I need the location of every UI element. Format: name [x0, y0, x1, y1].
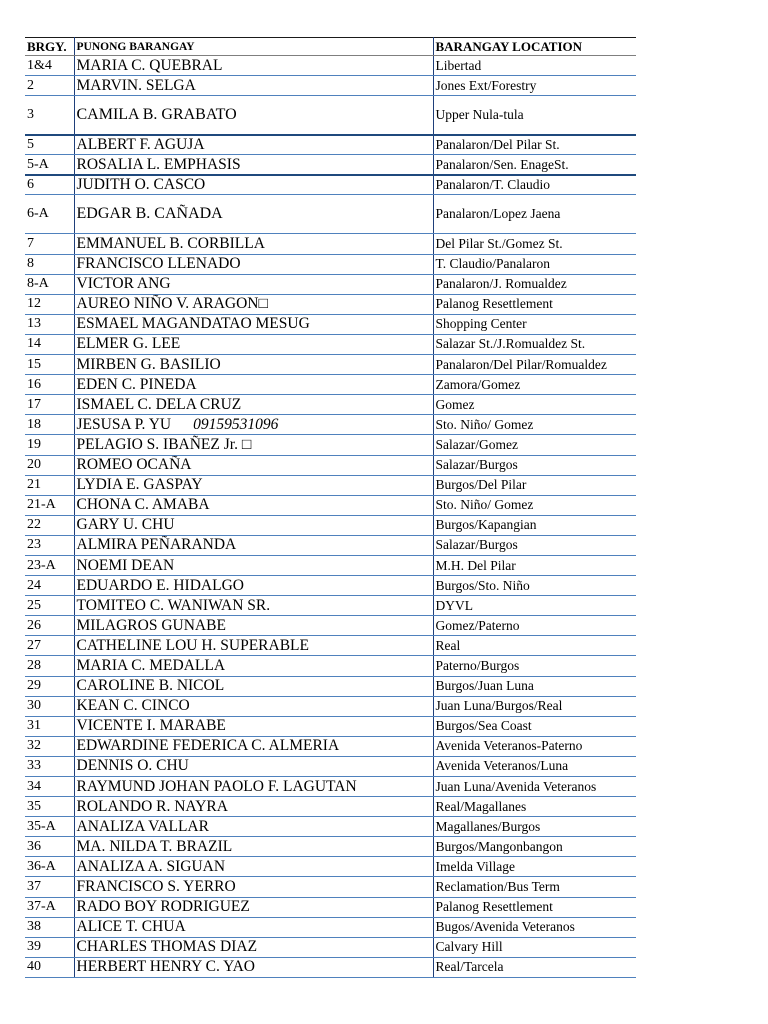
cell-barangay-location: Avenida Veteranos-Paterno [433, 736, 636, 756]
cell-barangay-location: T. Claudio/Panalaron [433, 254, 636, 274]
cell-punong-barangay [74, 716, 433, 736]
cell-punong-barangay [74, 616, 433, 636]
official-name: CHONA C. AMABA [76, 496, 210, 514]
cell-punong-barangay [74, 455, 433, 475]
cell-barangay-location: Burgos/Del Pilar [433, 475, 636, 495]
official-name: ANALIZA VALLAR [76, 817, 209, 835]
cell-brgy: 40 [25, 957, 74, 977]
table-row [25, 455, 636, 475]
table-row [25, 294, 636, 314]
cell-punong-barangay [74, 314, 433, 334]
cell-punong-barangay [74, 375, 433, 395]
official-name: ROLANDO R. NAYRA [76, 797, 228, 815]
cell-punong-barangay [74, 897, 433, 917]
cell-barangay-location: Calvary Hill [433, 937, 636, 957]
table-row [25, 375, 636, 395]
table-row [25, 756, 636, 776]
table-row [25, 716, 636, 736]
official-name: ANALIZA A. SIGUAN [76, 857, 226, 875]
official-name: VICENTE I. MARABE [76, 717, 226, 735]
cell-punong-barangay [74, 234, 433, 254]
cell-barangay-location: Bugos/Avenida Veteranos [433, 917, 636, 937]
table-row [25, 56, 636, 76]
header-punong-barangay: PUNONG BARANGAY [74, 38, 433, 56]
table-row [25, 736, 636, 756]
cell-barangay-location: Salazar/Burgos [433, 535, 636, 555]
table-row [25, 596, 636, 616]
cell-barangay-location: Real/Tarcela [433, 957, 636, 977]
cell-brgy: 13 [25, 314, 74, 334]
official-name: JUDITH O. CASCO [76, 176, 206, 194]
cell-brgy: 36-A [25, 857, 74, 877]
cell-brgy: 34 [25, 777, 74, 797]
table-row [25, 555, 636, 575]
cell-brgy: 26 [25, 616, 74, 636]
official-name: CAMILA B. GRABATO [76, 105, 237, 123]
table-row [25, 937, 636, 957]
table-row [25, 195, 636, 234]
official-name: HERBERT HENRY C. YAO [76, 958, 255, 976]
cell-punong-barangay [74, 175, 433, 195]
cell-brgy: 8 [25, 254, 74, 274]
table-header-row [25, 38, 636, 56]
cell-punong-barangay [74, 777, 433, 797]
official-name: MA. NILDA T. BRAZIL [76, 837, 233, 855]
cell-punong-barangay [74, 254, 433, 274]
cell-brgy: 38 [25, 917, 74, 937]
official-name: AUREO NIÑO V. ARAGON□ [76, 295, 268, 313]
cell-barangay-location: Panalaron/Del Pilar/Romualdez [433, 355, 636, 375]
official-name: DENNIS O. CHU [76, 757, 189, 775]
table-row [25, 334, 636, 354]
cell-punong-barangay [74, 636, 433, 656]
table-row [25, 495, 636, 515]
cell-punong-barangay [74, 435, 433, 455]
official-name: FRANCISCO LLENADO [76, 255, 241, 273]
cell-punong-barangay [74, 415, 433, 435]
official-name: LYDIA E. GASPAY [76, 476, 203, 494]
cell-brgy: 21 [25, 475, 74, 495]
cell-barangay-location: Avenida Veteranos/Luna [433, 756, 636, 776]
cell-barangay-location: Salazar/Gomez [433, 435, 636, 455]
phone-number: 09159531096 [193, 415, 279, 433]
cell-barangay-location: Jones Ext/Forestry [433, 76, 636, 96]
cell-punong-barangay [74, 475, 433, 495]
table-row [25, 96, 636, 135]
official-name: ROMEO OCAÑA [76, 456, 192, 474]
header-barangay-location: BARANGAY LOCATION [433, 38, 636, 56]
cell-brgy: 36 [25, 837, 74, 857]
cell-barangay-location: Panalaron/Sen. EnageSt. [433, 155, 636, 175]
official-name: ELMER G. LEE [76, 335, 181, 353]
cell-barangay-location: Magallanes/Burgos [433, 817, 636, 837]
table-row [25, 395, 636, 415]
official-name: CHARLES THOMAS DIAZ [76, 938, 258, 956]
official-name: MILAGROS GUNABE [76, 616, 226, 634]
cell-brgy: 2 [25, 76, 74, 96]
cell-barangay-location: Libertad [433, 56, 636, 76]
cell-punong-barangay [74, 756, 433, 776]
official-name: NOEMI DEAN [76, 556, 175, 574]
cell-brgy: 5-A [25, 155, 74, 175]
table-row [25, 155, 636, 175]
official-name: MARIA C. MEDALLA [76, 656, 226, 674]
table-row [25, 897, 636, 917]
cell-punong-barangay [74, 294, 433, 314]
table-row [25, 475, 636, 495]
cell-punong-barangay [74, 736, 433, 756]
cell-barangay-location: Gomez [433, 395, 636, 415]
official-name: ISMAEL C. DELA CRUZ [76, 395, 242, 413]
official-name: TOMITEO C. WANIWAN SR. [76, 596, 271, 614]
cell-barangay-location: Palanog Resettlement [433, 294, 636, 314]
cell-brgy: 33 [25, 756, 74, 776]
table-row [25, 656, 636, 676]
cell-barangay-location: Burgos/Sea Coast [433, 716, 636, 736]
cell-punong-barangay [74, 957, 433, 977]
official-name: EDGAR B. CAÑADA [76, 205, 223, 223]
cell-punong-barangay [74, 696, 433, 716]
cell-punong-barangay [74, 817, 433, 837]
cell-barangay-location: Burgos/Kapangian [433, 515, 636, 535]
table-row [25, 777, 636, 797]
cell-punong-barangay [74, 596, 433, 616]
cell-brgy: 5 [25, 135, 74, 155]
cell-punong-barangay [74, 797, 433, 817]
cell-brgy: 28 [25, 656, 74, 676]
cell-brgy: 15 [25, 355, 74, 375]
cell-brgy: 14 [25, 334, 74, 354]
cell-barangay-location: Sto. Niño/ Gomez [433, 495, 636, 515]
cell-brgy: 3 [25, 96, 74, 135]
cell-brgy: 35-A [25, 817, 74, 837]
cell-punong-barangay [74, 56, 433, 76]
cell-punong-barangay [74, 917, 433, 937]
cell-punong-barangay [74, 355, 433, 375]
cell-brgy: 30 [25, 696, 74, 716]
cell-brgy: 35 [25, 797, 74, 817]
cell-punong-barangay [74, 96, 433, 135]
cell-barangay-location: Zamora/Gomez [433, 375, 636, 395]
spreadsheet-page [25, 37, 636, 978]
cell-punong-barangay [74, 576, 433, 596]
cell-barangay-location: Burgos/Mangonbangon [433, 837, 636, 857]
table-row [25, 234, 636, 254]
barangay-table [25, 37, 636, 978]
cell-brgy: 16 [25, 375, 74, 395]
cell-barangay-location: Upper Nula-tula [433, 96, 636, 135]
table-row [25, 857, 636, 877]
cell-brgy: 17 [25, 395, 74, 415]
cell-brgy: 1&4 [25, 56, 74, 76]
cell-barangay-location: Sto. Niño/ Gomez [433, 415, 636, 435]
official-name: MARVIN. SELGA [76, 76, 196, 94]
official-name: ALBERT F. AGUJA [76, 135, 205, 153]
cell-barangay-location: Juan Luna/Avenida Veteranos [433, 777, 636, 797]
header-brgy: BRGY. [25, 38, 74, 56]
cell-punong-barangay [74, 837, 433, 857]
table-row [25, 314, 636, 334]
cell-punong-barangay [74, 395, 433, 415]
cell-punong-barangay [74, 334, 433, 354]
cell-punong-barangay [74, 76, 433, 96]
cell-barangay-location: Reclamation/Bus Term [433, 877, 636, 897]
cell-barangay-location: Gomez/Paterno [433, 616, 636, 636]
cell-brgy: 25 [25, 596, 74, 616]
cell-brgy: 29 [25, 676, 74, 696]
cell-brgy: 37 [25, 877, 74, 897]
cell-brgy: 6 [25, 175, 74, 195]
cell-barangay-location: Del Pilar St./Gomez St. [433, 234, 636, 254]
official-name: EDUARDO E. HIDALGO [76, 576, 244, 594]
cell-brgy: 6-A [25, 195, 74, 234]
cell-barangay-location: Panalaron/Lopez Jaena [433, 195, 636, 234]
official-name: KEAN C. CINCO [76, 697, 190, 715]
table-row [25, 515, 636, 535]
cell-punong-barangay [74, 676, 433, 696]
cell-punong-barangay [74, 535, 433, 555]
official-name: ESMAEL MAGANDATAO MESUG [76, 315, 310, 333]
table-row [25, 636, 636, 656]
cell-barangay-location: DYVL [433, 596, 636, 616]
table-row [25, 254, 636, 274]
table-row [25, 274, 636, 294]
official-name: ROSALIA L. EMPHASIS [76, 155, 241, 173]
table-row [25, 76, 636, 96]
cell-punong-barangay [74, 495, 433, 515]
table-row [25, 576, 636, 596]
official-name: CAROLINE B. NICOL [76, 677, 225, 695]
cell-brgy: 23-A [25, 555, 74, 575]
cell-punong-barangay [74, 656, 433, 676]
cell-brgy: 12 [25, 294, 74, 314]
table-row [25, 837, 636, 857]
cell-brgy: 19 [25, 435, 74, 455]
official-name: JESUSA P. YU [76, 415, 172, 433]
cell-barangay-location: Salazar/Burgos [433, 455, 636, 475]
cell-barangay-location: Palanog Resettlement [433, 897, 636, 917]
official-name: MIRBEN G. BASILIO [76, 355, 221, 373]
cell-brgy: 20 [25, 455, 74, 475]
official-name: PELAGIO S. IBAÑEZ Jr. □ [76, 435, 252, 453]
official-name: FRANCISCO S. YERRO [76, 878, 236, 896]
cell-barangay-location: Panalaron/Del Pilar St. [433, 135, 636, 155]
table-row [25, 957, 636, 977]
cell-brgy: 27 [25, 636, 74, 656]
cell-barangay-location: Shopping Center [433, 314, 636, 334]
cell-brgy: 22 [25, 515, 74, 535]
cell-brgy: 37-A [25, 897, 74, 917]
cell-barangay-location: Imelda Village [433, 857, 636, 877]
cell-barangay-location: Burgos/Juan Luna [433, 676, 636, 696]
official-name: EDEN C. PINEDA [76, 375, 197, 393]
table-row [25, 355, 636, 375]
cell-brgy: 31 [25, 716, 74, 736]
cell-barangay-location: Juan Luna/Burgos/Real [433, 696, 636, 716]
table-row [25, 616, 636, 636]
cell-punong-barangay [74, 857, 433, 877]
table-row [25, 415, 636, 435]
cell-barangay-location: Panalaron/J. Romualdez [433, 274, 636, 294]
cell-punong-barangay [74, 877, 433, 897]
official-name: GARY U. CHU [76, 516, 175, 534]
table-row [25, 797, 636, 817]
cell-brgy: 23 [25, 535, 74, 555]
table-row [25, 175, 636, 195]
table-row [25, 877, 636, 897]
official-name: RAYMUND JOHAN PAOLO F. LAGUTAN [76, 777, 357, 795]
cell-brgy: 39 [25, 937, 74, 957]
cell-barangay-location: Real [433, 636, 636, 656]
official-name: MARIA C. QUEBRAL [76, 56, 223, 74]
cell-punong-barangay [74, 937, 433, 957]
cell-barangay-location: Paterno/Burgos [433, 656, 636, 676]
cell-punong-barangay [74, 155, 433, 175]
cell-barangay-location: M.H. Del Pilar [433, 555, 636, 575]
cell-brgy: 7 [25, 234, 74, 254]
table-row [25, 696, 636, 716]
cell-punong-barangay [74, 515, 433, 535]
cell-barangay-location: Burgos/Sto. Niño [433, 576, 636, 596]
cell-punong-barangay [74, 135, 433, 155]
table-row [25, 135, 636, 155]
cell-barangay-location: Real/Magallanes [433, 797, 636, 817]
official-name: CATHELINE LOU H. SUPERABLE [76, 636, 309, 654]
table-row [25, 676, 636, 696]
official-name: ALICE T. CHUA [76, 918, 186, 936]
official-name: RADO BOY RODRIGUEZ [76, 898, 250, 916]
official-name: ALMIRA PEÑARANDA [76, 536, 237, 554]
cell-brgy: 18 [25, 415, 74, 435]
table-row [25, 435, 636, 455]
official-name: VICTOR ANG [76, 275, 171, 293]
table-row [25, 535, 636, 555]
cell-punong-barangay [74, 555, 433, 575]
cell-brgy: 32 [25, 736, 74, 756]
cell-punong-barangay [74, 274, 433, 294]
cell-brgy: 21-A [25, 495, 74, 515]
cell-punong-barangay [74, 195, 433, 234]
cell-brgy: 8-A [25, 274, 74, 294]
table-row [25, 817, 636, 837]
table-body [25, 56, 636, 978]
cell-brgy: 24 [25, 576, 74, 596]
cell-barangay-location: Salazar St./J.Romualdez St. [433, 334, 636, 354]
official-name: EMMANUEL B. CORBILLA [76, 235, 265, 253]
official-name: EDWARDINE FEDERICA C. ALMERIA [76, 737, 340, 755]
cell-barangay-location: Panalaron/T. Claudio [433, 175, 636, 195]
table-row [25, 917, 636, 937]
